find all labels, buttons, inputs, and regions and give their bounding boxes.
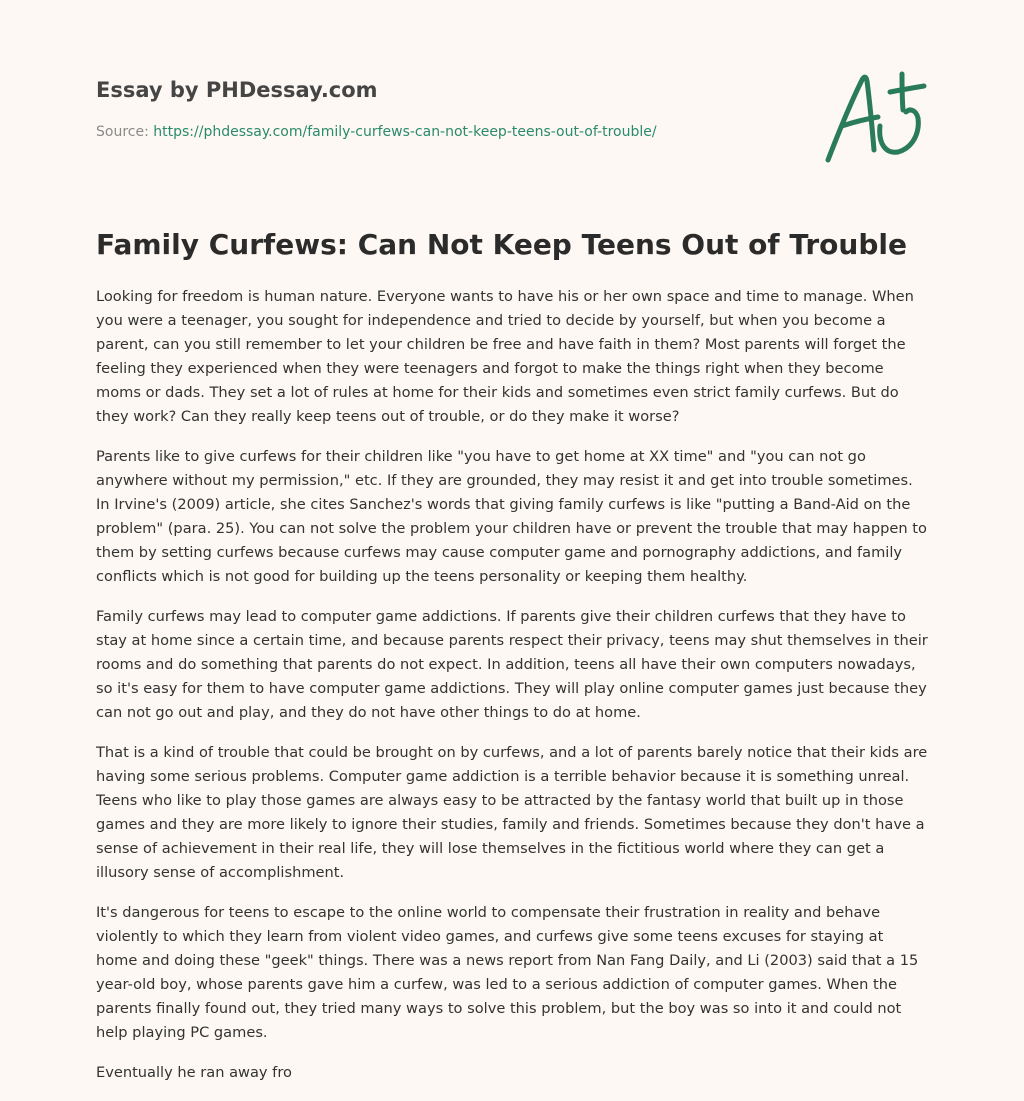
essay-header	[96, 76, 796, 142]
brand-title: Essay by PHDessay.com	[96, 78, 378, 102]
paragraph: It's dangerous for teens to escape to the online world to compensate their frustration in reality and behave violently to which they learn from violent video games, and curfews give some teens excuses for staying at home and doing these "geek" things. There was a news report from Nan Fang Daily, and Li (2003) said that a 15 year-old boy, whose parents gave him a curfew, was led to a serious addiction of computer games. When the parents finally found out, they tried many ways to solve this problem, but the boy was so into it and could not help playing PC games.	[96, 904, 919, 1041]
essay-body	[96, 285, 928, 1101]
paragraph: Parents like to give curfews for their children like "you have to get home at XX time" and "you can not go anywhere without my permission," etc. If they are grounded, they may resist it and get into trouble sometimes. In Irvine's (2009) article, she cites Sanchez's words that giving family curfews is like "putting a Band-Aid on the problem" (para. 25). You can not solve the problem your children have or prevent the trouble that may happen to them by setting curfews because curfews may cause computer game and pornography addictions, and family conflicts which is not good for building up the teens personality or keeping them healthy.	[96, 448, 927, 585]
paragraph: That is a kind of trouble that could be brought on by curfews, and a lot of parents barely notice that their kids are having some serious problems. Computer game addiction is a terrible behavior because it is something unreal. Teens who like to play those games are always easy to be attracted by the fantasy world that built up in those games and they are more likely to ignore their studies, family and friends. Sometimes because they don't have a sense of achievement in their real life, they will lose themselves in the fictitious world where they can get a illusory sense of accomplishment.	[96, 744, 928, 881]
source-link[interactable]: https://phdessay.com/family-curfews-can-not-keep-teens-out-of-trouble/	[153, 124, 657, 140]
source-label: Source:	[96, 124, 149, 140]
paragraph: Looking for freedom is human nature. Everyone wants to have his or her own space and time to manage. When you were a teenager, you sought for independence and tried to decide by yourself, but when you become a parent, can you still remember to let your children be free and have faith in them? Most parents will forget the feeling they experienced when they were teenagers and forgot to make the things right when they become moms or dads. They set a lot of rules at home for their kids and sometimes even strict family curfews. But do they work? Can they really keep teens out of trouble, or do they make it worse?	[96, 288, 914, 425]
paragraph: Family curfews may lead to computer game addictions. If parents give their children curfews that they have to stay at home since a certain time, and because parents respect their privacy, teens may shut themselves in their rooms and do something that parents do not expect. In addition, teens all have their own computers nowadays, so it's easy for them to have computer game addictions. They will play online computer games just because they can not go out and play, and they do not have other things to do at home.	[96, 608, 928, 721]
essay-title: Family Curfews: Can Not Keep Teens Out of Trouble	[96, 228, 907, 261]
paragraph-truncated: Eventually he ran away fro	[96, 1064, 292, 1081]
source-line	[96, 122, 796, 142]
a-plus-grade-icon	[820, 64, 932, 168]
